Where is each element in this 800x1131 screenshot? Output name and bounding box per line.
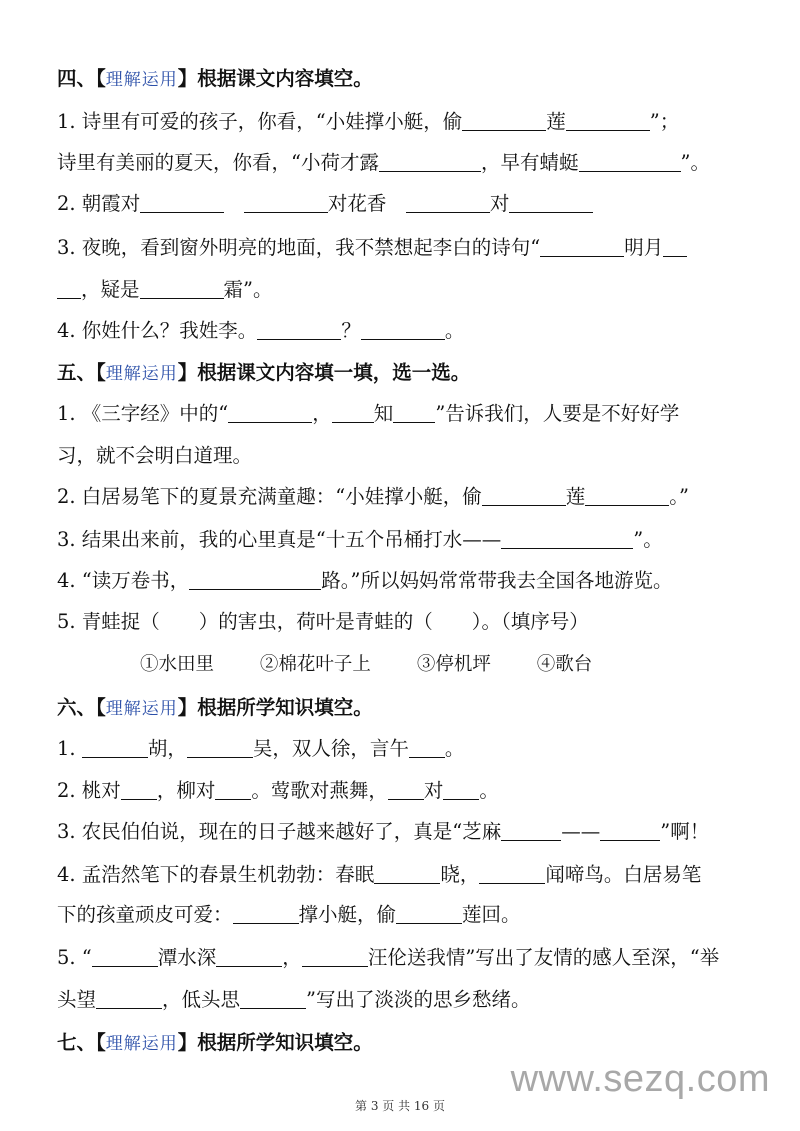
fill-in-blank[interactable] [393, 404, 435, 423]
question-line: 2. 桃对 ，柳对 。莺歌对燕舞， 对 。 [57, 779, 499, 802]
bracket-left: 【 [96, 67, 106, 90]
fill-in-blank[interactable] [140, 194, 224, 213]
section-4-heading [57, 66, 373, 93]
fill-in-blank[interactable] [332, 404, 374, 423]
fill-in-blank[interactable] [228, 404, 312, 423]
fill-in-blank[interactable] [233, 905, 299, 924]
question-line: 4. 孟浩然笔下的春景生机勃勃：春眠 晓， 闻啼鸟。白居易笔 [57, 863, 702, 886]
section-number: 五、 [57, 361, 97, 384]
section-number: 四、 [57, 67, 97, 90]
question-line: 4. 你姓什么？我姓李。 ？ 。 [57, 319, 465, 342]
fill-in-blank[interactable] [379, 153, 481, 172]
question-line: ，疑是 霜”。 [57, 277, 273, 303]
bracket-left: 【 [96, 696, 106, 719]
fill-in-blank[interactable] [409, 739, 445, 758]
fill-in-blank[interactable] [579, 153, 681, 172]
question-line: 下的孩童顽皮可爱： 撑小艇，偷 莲回。 [57, 903, 521, 926]
question-line: 3. 农民伯伯说，现在的日子越来越好了，真是“芝麻 —— ”啊！ [57, 820, 710, 843]
section-title: 根据所学知识填空。 [197, 1031, 373, 1054]
section-5-heading [57, 360, 470, 387]
question-line: 3. 结果出来前，我的心里真是“十五个吊桶打水—— ”。 [57, 528, 663, 551]
fill-in-blank[interactable] [374, 865, 440, 884]
question-line: 5. “ 潭水深 ， 汪伦送我情”写出了友情的感人至深，“举 [57, 946, 720, 969]
fill-in-blank[interactable] [240, 990, 306, 1009]
section-6-heading [57, 695, 373, 722]
question-line: 1. 胡， 吴，双人徐，言午 。 [57, 737, 465, 760]
question-line: 5. 青蛙捉（ ）的害虫，荷叶是青蛙的（ ）。（填序号） [57, 610, 589, 633]
fill-in-blank[interactable] [479, 865, 545, 884]
question-line: 诗里有美丽的夏天，你看，“小荷才露 ，早有蜻蜓 ”。 [57, 151, 710, 174]
option-2: ②棉花叶子上 [259, 654, 371, 675]
answer-options [140, 650, 632, 676]
fill-in-blank[interactable] [96, 990, 162, 1009]
section-title: 根据课文内容填空。 [197, 67, 373, 90]
fill-in-blank[interactable] [215, 781, 251, 800]
section-tag: 理解运用 [105, 699, 178, 719]
fill-in-blank[interactable] [482, 487, 566, 506]
section-tag: 理解运用 [105, 364, 178, 384]
fill-in-blank[interactable] [388, 781, 424, 800]
fill-in-blank[interactable] [663, 238, 687, 257]
bracket-right: 】 [177, 67, 198, 90]
fill-in-blank[interactable] [509, 194, 593, 213]
fill-in-blank[interactable] [585, 487, 669, 506]
fill-in-blank[interactable] [92, 948, 158, 967]
bracket-left: 【 [96, 361, 106, 384]
fill-in-blank[interactable] [57, 280, 81, 299]
fill-in-blank[interactable] [187, 739, 253, 758]
section-title: 根据课文内容填一填，选一选。 [197, 361, 471, 384]
fill-in-blank[interactable] [406, 194, 490, 213]
option-4: ④歌台 [536, 654, 593, 675]
question-line: 1. 诗里有可爱的孩子，你看，“小娃撑小艇，偷 莲 ”； [57, 110, 680, 133]
fill-in-blank[interactable] [501, 822, 561, 841]
section-tag: 理解运用 [105, 70, 178, 90]
bracket-right: 】 [177, 696, 198, 719]
fill-in-blank[interactable] [302, 948, 368, 967]
fill-in-blank[interactable] [244, 194, 328, 213]
fill-in-blank[interactable] [501, 530, 633, 549]
question-line: 头望 ，低头思 ”写出了淡淡的思乡愁绪。 [57, 988, 531, 1011]
page-footer: 第 3 页 共 16 页 [355, 1099, 445, 1113]
question-line: 3. 夜晚，看到窗外明亮的地面，我不禁想起李白的诗句“ 明月 [57, 235, 687, 261]
section-tag: 理解运用 [105, 1034, 178, 1054]
question-line: 4. “读万卷书， 路。”所以妈妈常常带我去全国各地游览。 [57, 569, 673, 592]
watermark: www.sezq.com [510, 1058, 770, 1100]
fill-in-blank[interactable] [140, 280, 224, 299]
fill-in-blank[interactable] [443, 781, 479, 800]
question-line: 2. 朝霞对 对花香 对 [57, 191, 593, 217]
fill-in-blank[interactable] [396, 905, 462, 924]
section-title: 根据所学知识填空。 [197, 696, 373, 719]
question-line: 2. 白居易笔下的夏景充满童趣：“小娃撑小艇，偷 莲 。” [57, 485, 690, 508]
fill-in-blank[interactable] [566, 112, 650, 131]
fill-in-blank[interactable] [462, 112, 546, 131]
option-3: ③停机坪 [416, 654, 491, 675]
fill-in-blank[interactable] [121, 781, 157, 800]
bracket-left: 【 [96, 1031, 106, 1054]
fill-in-blank[interactable] [540, 238, 624, 257]
fill-in-blank[interactable] [189, 571, 321, 590]
fill-in-blank[interactable] [257, 321, 341, 340]
fill-in-blank[interactable] [600, 822, 660, 841]
option-1: ①水田里 [140, 654, 215, 675]
fill-in-blank[interactable] [216, 948, 282, 967]
bracket-right: 】 [177, 1031, 198, 1054]
section-number: 六、 [57, 696, 97, 719]
bracket-right: 】 [177, 361, 198, 384]
question-line: 习，就不会明白道理。 [57, 444, 253, 467]
section-number: 七、 [57, 1031, 97, 1054]
section-7-heading [57, 1030, 373, 1057]
fill-in-blank[interactable] [361, 321, 445, 340]
question-line: 1. 《三字经》中的“ ， 知 ”告诉我们，人要是不好好学 [57, 402, 680, 425]
fill-in-blank[interactable] [82, 739, 148, 758]
